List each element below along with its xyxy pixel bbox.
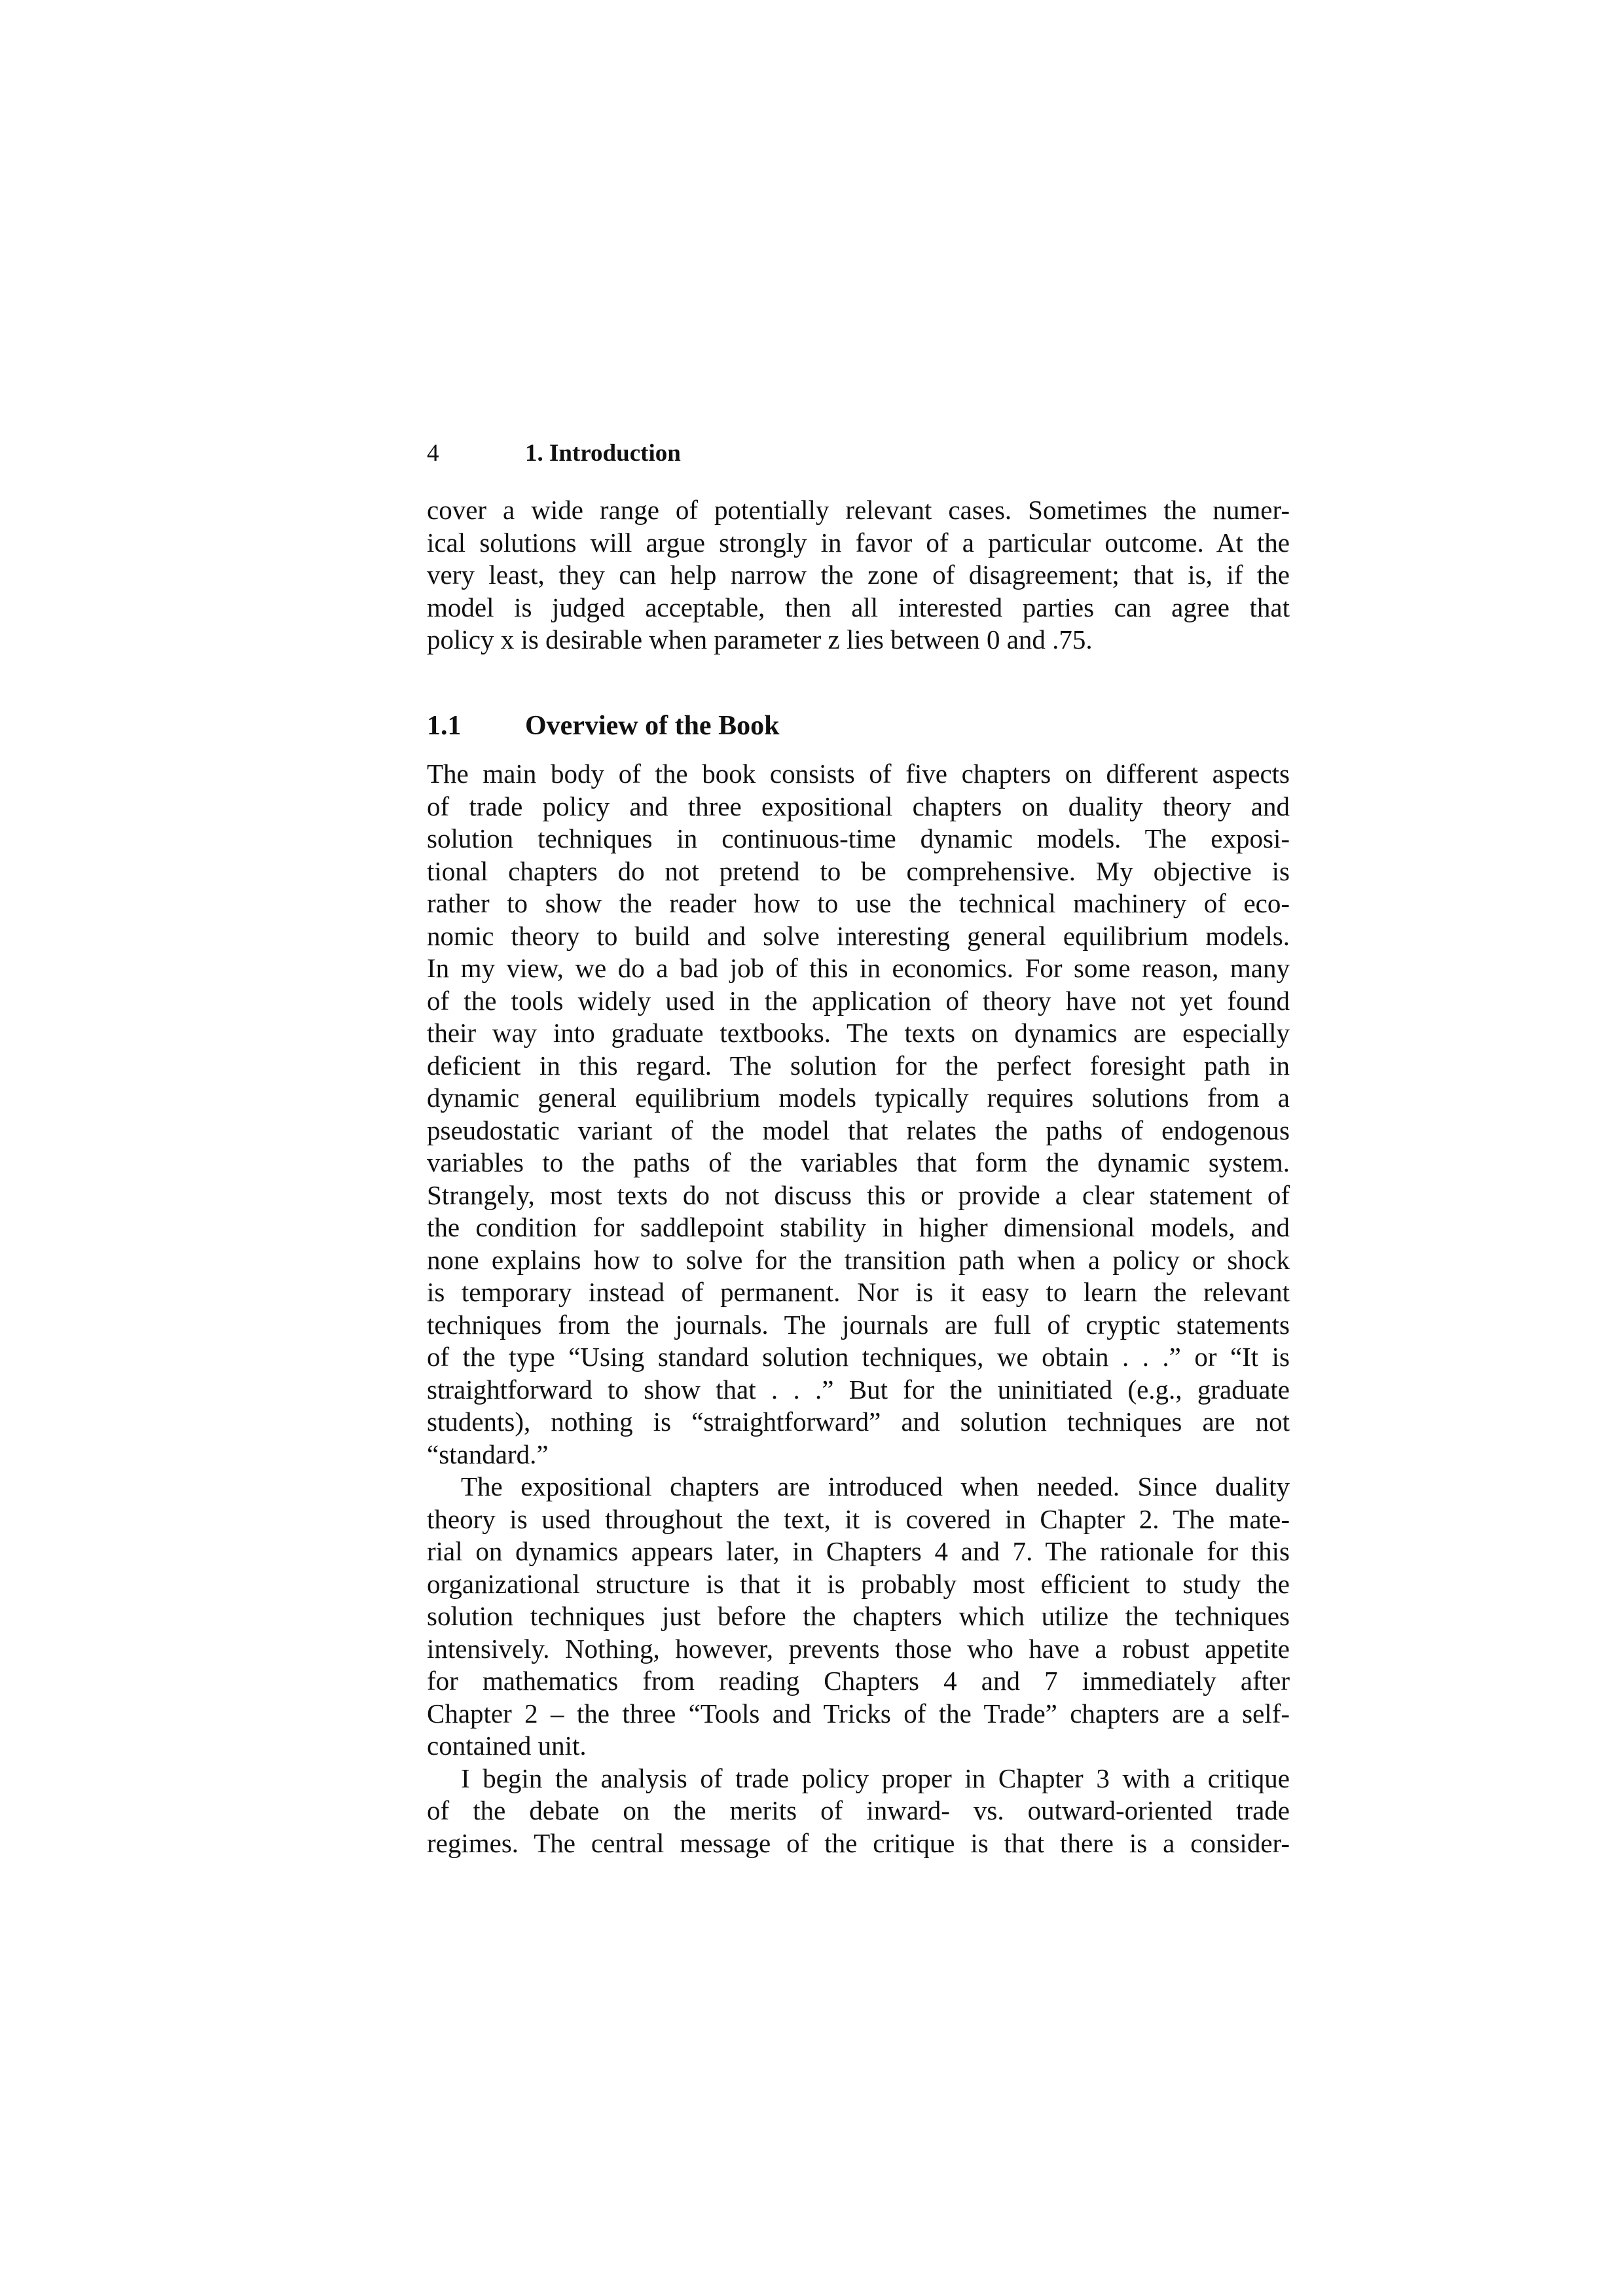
section-body xyxy=(427,758,1290,1859)
text-line: straightforward to show that . . .” But for the uninitiated (e.g., graduate xyxy=(427,1374,1290,1405)
text-line: nomic theory to build and solve interesting general equilibrium models. xyxy=(427,920,1290,951)
paragraph xyxy=(427,1471,1290,1763)
paragraph xyxy=(427,1763,1290,1860)
intro-paragraph xyxy=(427,494,1290,656)
text-line: The main body of the book consists of five chapters on different aspects xyxy=(427,759,1290,789)
text-line: rial on dynamics appears later, in Chapters 4 and 7. The rationale for this xyxy=(427,1536,1290,1566)
text-line: solution techniques in continuous-time dynamic models. The exposi- xyxy=(427,823,1290,853)
text-line: deficient in this regard. The solution for the perfect foresight path in xyxy=(427,1050,1290,1081)
text-line: dynamic general equilibrium models typically requires solutions from a xyxy=(427,1083,1290,1113)
text-line: “standard.” xyxy=(427,1439,549,1469)
text-line: Strangely, most texts do not discuss this or provide a clear statement of xyxy=(427,1179,1290,1210)
text-line: ical solutions will argue strongly in favor of a particular outcome. At the xyxy=(427,527,1290,558)
paragraph xyxy=(427,758,1290,1471)
page-number: 4 xyxy=(427,440,439,467)
text-line: cover a wide range of potentially relevant cases. Sometimes the numer- xyxy=(427,495,1290,525)
text-line: The expositional chapters are introduced when needed. Since duality xyxy=(461,1471,1290,1501)
chapter-title: 1. Introduction xyxy=(525,440,681,467)
text-line: variables to the paths of the variables that form the dynamic system. xyxy=(427,1147,1290,1177)
text-line: of the type “Using standard solution techniques, we obtain . . .” or “It is xyxy=(427,1342,1290,1372)
text-line: is temporary instead of permanent. Nor is it easy to learn the relevant xyxy=(427,1277,1290,1307)
text-line: rather to show the reader how to use the technical machinery of eco- xyxy=(427,888,1290,918)
text-line: In my view, we do a bad job of this in economics. For some reason, many xyxy=(427,953,1290,983)
text-line: very least, they can help narrow the zone of disagreement; that is, if the xyxy=(427,560,1290,590)
text-line: intensively. Nothing, however, prevents those who have a robust appetite xyxy=(427,1633,1290,1664)
section-title: Overview of the Book xyxy=(525,711,780,741)
text-line: I begin the analysis of trade policy proper in Chapter 3 with a critique xyxy=(461,1763,1290,1793)
text-line: techniques from the journals. The journals are full of cryptic statements xyxy=(427,1309,1290,1340)
text-line: contained unit. xyxy=(427,1731,587,1761)
text-line: of the tools widely used in the application of theory have not yet found xyxy=(427,985,1290,1016)
section-number: 1.1 xyxy=(427,711,462,741)
text-line: model is judged acceptable, then all interested parties can agree that xyxy=(427,592,1290,622)
text-line: regimes. The central message of the critique is that there is a consider- xyxy=(427,1827,1290,1858)
text-line: tional chapters do not pretend to be comprehensive. My objective is xyxy=(427,855,1290,886)
text-line: Chapter 2 – the three “Tools and Tricks of the Trade” chapters are a self- xyxy=(427,1698,1290,1729)
text-line: their way into graduate textbooks. The texts on dynamics are especially xyxy=(427,1018,1290,1048)
text-line: solution techniques just before the chapters which utilize the techniques xyxy=(427,1601,1290,1631)
text-line: policy x is desirable when parameter z lies between 0 and .75. xyxy=(427,624,1093,655)
text-line: for mathematics from reading Chapters 4 and 7 immediately after xyxy=(427,1666,1290,1696)
text-line: theory is used throughout the text, it is covered in Chapter 2. The mate- xyxy=(427,1503,1290,1534)
text-line: organizational structure is that it is probably most efficient to study the xyxy=(427,1568,1290,1599)
text-line: the condition for saddlepoint stability in higher dimensional models, and xyxy=(427,1212,1290,1242)
text-line: of trade policy and three expositional chapters on duality theory and xyxy=(427,791,1290,821)
text-line: pseudostatic variant of the model that relates the paths of endogenous xyxy=(427,1115,1290,1145)
text-line: none explains how to solve for the transition path when a policy or shock xyxy=(427,1244,1290,1275)
text-line: students), nothing is “straightforward” and solution techniques are not xyxy=(427,1407,1290,1437)
text-line: of the debate on the merits of inward- vs. outward-oriented trade xyxy=(427,1795,1290,1825)
